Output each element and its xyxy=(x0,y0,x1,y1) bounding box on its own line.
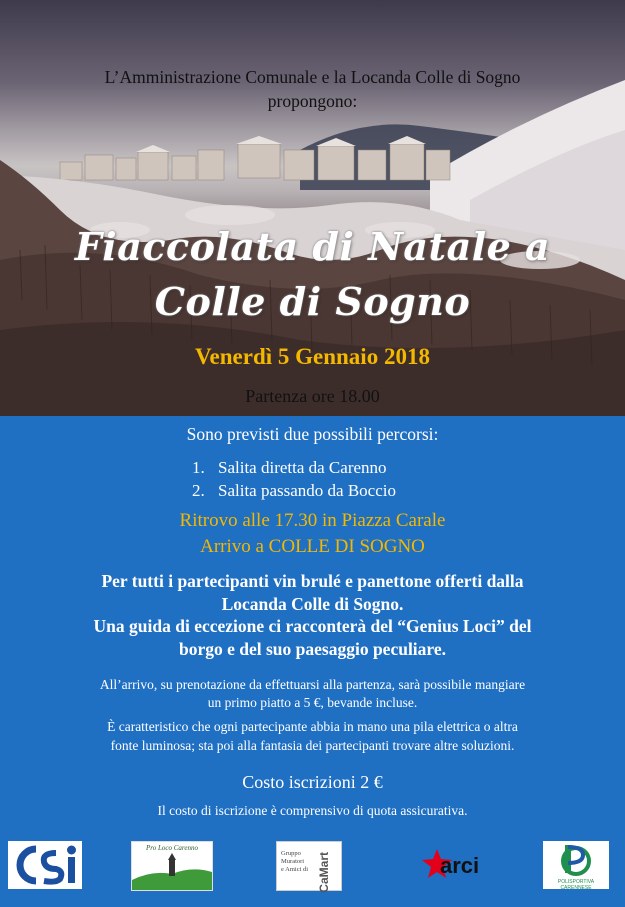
routes-intro: Sono previsti due possibili percorsi: xyxy=(186,424,439,444)
polisportiva-logo xyxy=(543,841,609,889)
light-note-line-2: fonte luminosa; sta poi alla fantasia dei partecipanti trovare altre soluzioni. xyxy=(110,738,515,753)
route-number: 1. xyxy=(192,458,205,477)
gruppo-muratori-logo xyxy=(276,841,342,891)
offer-line-2: Locanda Colle di Sogno. xyxy=(221,594,404,614)
intro-line-1: L’Amministrazione Comunale e la Locanda Colle di Sogno xyxy=(104,67,521,87)
offer-line-1: Per tutti i partecipanti vin brulé e panettone offerti dalla xyxy=(101,571,524,591)
arci-logo xyxy=(418,841,490,889)
light-note-line-1: È caratteristico che ogni partecipante abbia in mano una pila elettrica o altra xyxy=(107,719,518,734)
route-item xyxy=(192,479,396,502)
proloco-logo xyxy=(131,841,213,891)
sponsor-logos xyxy=(0,830,625,907)
routes-list xyxy=(192,456,396,502)
route-label: Salita passando da Boccio xyxy=(218,481,396,500)
intro-line-2: propongono: xyxy=(267,91,358,111)
offer-line-3: Una guida di eccezione ci racconterà del “Genius Loci” del xyxy=(93,616,532,636)
meal-note-line-1: All’arrivo, su prenotazione da effettuarsi alla partenza, sarà possibile mangiare xyxy=(99,677,526,692)
event-date: Venerdì 5 Gennaio 2018 xyxy=(195,344,430,369)
gruppo-line-1: Gruppo xyxy=(281,850,301,857)
polisportiva-text: POLISPORTIVA CARENNESE xyxy=(557,879,595,891)
offer-line-4: borgo e del suo paesaggio peculiare. xyxy=(178,639,447,659)
gruppo-line-3: e Amici di xyxy=(281,866,309,873)
gruppo-text xyxy=(281,850,308,874)
csi-logo xyxy=(8,841,82,889)
meal-note-line-2: un primo piatto a 5 €, bevande incluse. xyxy=(207,695,418,710)
departure-time: Partenza ore 18.00 xyxy=(245,386,380,406)
proloco-text: Pro Loco Carenno xyxy=(146,844,198,852)
polisportiva-emblem-icon xyxy=(543,841,609,879)
insurance-note: Il costo di iscrizione è comprensivo di quota assicurativa. xyxy=(157,803,468,818)
route-number: 2. xyxy=(192,481,205,500)
event-title-line-1: Fiaccolata di Natale a xyxy=(74,224,551,269)
registration-cost: Costo iscrizioni 2 € xyxy=(242,772,383,792)
meeting-point: Ritrovo alle 17.30 in Piazza Carale xyxy=(179,510,446,531)
event-title-line-2: Colle di Sogno xyxy=(154,279,471,324)
arci-text: arci xyxy=(440,853,480,878)
route-item xyxy=(192,456,396,479)
gruppo-line-2: Muratori xyxy=(281,858,305,865)
camart-mark: CaMart xyxy=(317,852,331,893)
arrival-point: Arrivo a COLLE DI SOGNO xyxy=(200,536,425,557)
route-label: Salita diretta da Carenno xyxy=(218,458,387,477)
